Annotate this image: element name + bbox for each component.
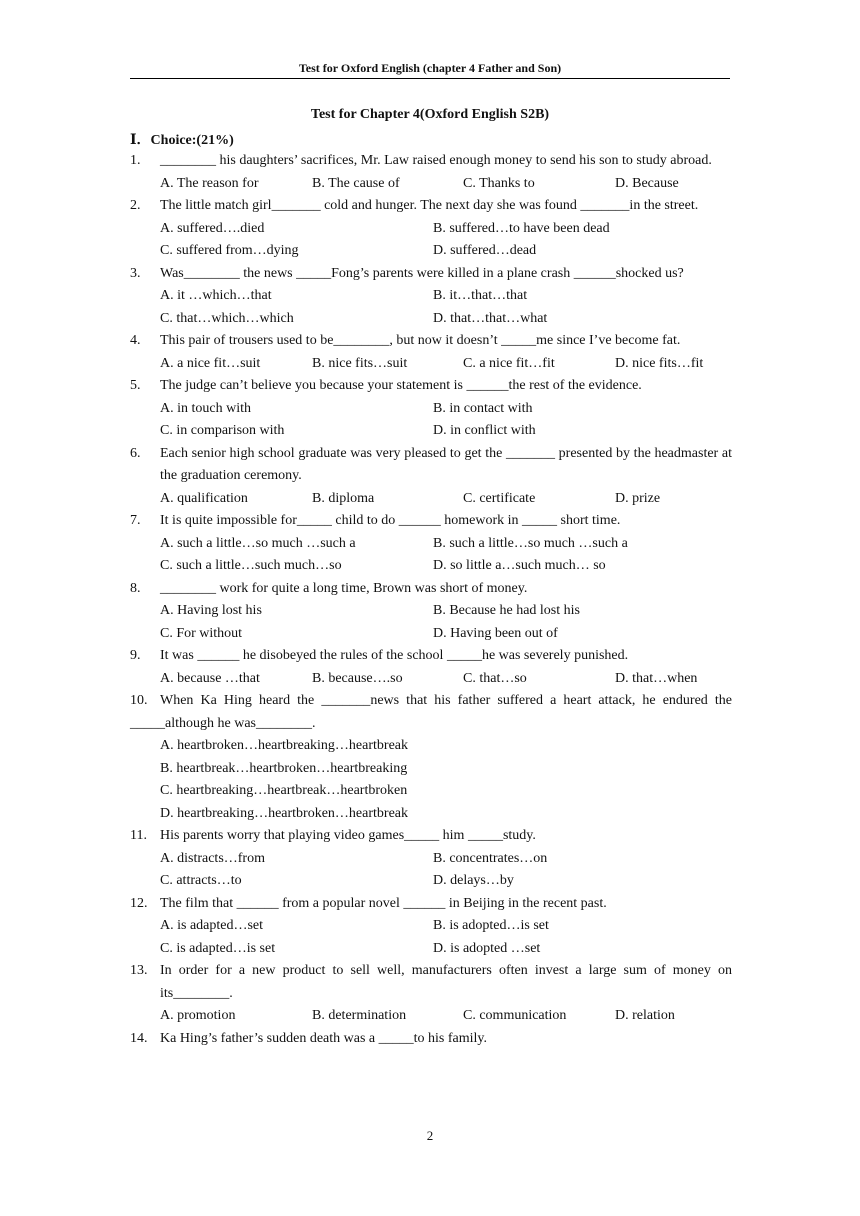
question-stem: When Ka Hing heard the _______news that his father suffered a heart attack, he endured the	[160, 693, 732, 708]
question-number: 5.	[130, 378, 141, 393]
options-row	[0, 285, 860, 308]
page-number: 2	[426, 1128, 434, 1143]
option-b[interactable]: B. it…that…that	[433, 288, 528, 303]
question-10	[0, 690, 860, 825]
question-3	[0, 263, 860, 331]
option-b[interactable]: B. is adopted…is set	[433, 918, 549, 933]
question-stem-continued: _____although he was________.	[130, 715, 316, 731]
options-row	[0, 533, 860, 556]
option-b[interactable]: B. The cause of	[312, 175, 400, 191]
option-b[interactable]: B. heartbreak…heartbroken…heartbreaking	[160, 760, 408, 776]
question-stem: Was________ the news _____Fong’s parents were killed in a plane crash ______shocked us?	[160, 265, 684, 281]
question-13	[0, 960, 860, 1028]
options-row	[0, 420, 860, 443]
option-c[interactable]: C. attracts…to	[160, 873, 242, 888]
options-row	[0, 848, 860, 871]
option-b[interactable]: B. determination	[312, 1008, 407, 1023]
option-d[interactable]: D. that…that…what	[433, 310, 548, 326]
option-c[interactable]: C. For without	[160, 625, 243, 641]
question-list	[0, 150, 860, 1050]
options-row	[0, 173, 860, 196]
question-number: 4.	[130, 333, 141, 348]
option-c[interactable]: C. such a little…such much…so	[160, 558, 342, 573]
option-a[interactable]: A. The reason for	[160, 175, 259, 191]
question-stem: It was ______ he disobeyed the rules of the school _____he was severely punished.	[160, 648, 629, 663]
question-number: 2.	[130, 198, 141, 213]
question-stem: ________ his daughters’ sacrifices, Mr. Law raised enough money to send his son to study abroad.	[160, 153, 712, 168]
options-row	[0, 308, 860, 331]
header-rule	[130, 78, 730, 79]
options-row	[0, 668, 860, 691]
question-stem: Ka Hing’s father’s sudden death was a _____to his family.	[160, 1030, 487, 1046]
option-c[interactable]: C. that…which…which	[160, 310, 294, 326]
question-number: 6.	[130, 445, 141, 461]
question-stem: This pair of trousers used to be________, but now it doesn’t _____me since I’ve become fat.	[160, 333, 681, 348]
option-c[interactable]: C. in comparison with	[160, 423, 285, 438]
question-number: 13.	[130, 963, 148, 978]
options-row	[0, 780, 860, 803]
option-d[interactable]: D. that…when	[615, 670, 698, 686]
option-a[interactable]: A. is adapted…set	[160, 918, 264, 933]
question-number: 3.	[130, 265, 141, 281]
option-a[interactable]: A. promotion	[160, 1008, 236, 1023]
section-heading: Ⅰ．Choice:(21%)	[130, 133, 234, 148]
option-b[interactable]: B. Because he had lost his	[433, 603, 580, 618]
options-row	[0, 758, 860, 781]
options-row	[0, 600, 860, 623]
question-number: 10.	[130, 693, 148, 708]
option-d[interactable]: D. so little a…such much… so	[433, 558, 606, 573]
options-row	[0, 623, 860, 646]
options-row	[0, 1005, 860, 1028]
question-number: 12.	[130, 895, 148, 911]
options-row	[0, 218, 860, 241]
option-a[interactable]: A. such a little…so much …such a	[160, 535, 356, 551]
option-c[interactable]: C. that…so	[463, 670, 527, 686]
options-row	[0, 938, 860, 961]
page-title: Test for Chapter 4(Oxford English S2B)	[310, 107, 550, 122]
option-a[interactable]: A. a nice fit…suit	[160, 355, 261, 371]
option-a[interactable]: A. distracts…from	[160, 850, 265, 866]
question-number: 7.	[130, 513, 141, 528]
option-d[interactable]: D. prize	[615, 490, 661, 506]
question-2	[0, 195, 860, 263]
option-a[interactable]: A. qualification	[160, 490, 248, 506]
question-7	[0, 510, 860, 578]
question-stem: In order for a new product to sell well, manufacturers often invest a large sum of money on its________.	[160, 963, 732, 1001]
options-row	[0, 735, 860, 758]
options-row	[0, 240, 860, 263]
question-stem: It is quite impossible for_____ child to do ______ homework in _____ short time.	[160, 513, 621, 528]
question-8	[0, 578, 860, 646]
option-a[interactable]: A. suffered….died	[160, 220, 265, 236]
option-c[interactable]: C. suffered from…dying	[160, 243, 299, 258]
option-b[interactable]: B. nice fits…suit	[312, 355, 408, 371]
option-b[interactable]: B. diploma	[312, 490, 375, 506]
question-stem: The judge can’t believe you because your statement is ______the rest of the evidence.	[160, 378, 642, 393]
option-a[interactable]: A. heartbroken…heartbreaking…heartbreak	[160, 738, 408, 753]
option-b[interactable]: B. suffered…to have been dead	[433, 220, 610, 236]
option-d[interactable]: D. Having been out of	[433, 625, 558, 641]
question-number: 11.	[130, 828, 147, 843]
options-row	[0, 803, 860, 826]
question-4	[0, 330, 860, 375]
question-stem: The film that ______ from a popular novel ______ in Beijing in the recent past.	[160, 895, 607, 911]
option-b[interactable]: B. because….so	[312, 670, 403, 686]
question-number: 8.	[130, 580, 141, 596]
option-b[interactable]: B. such a little…so much …such a	[433, 535, 628, 551]
question-14	[0, 1028, 860, 1051]
question-stem: His parents worry that playing video games_____ him _____study.	[160, 828, 536, 843]
option-c[interactable]: C. communication	[463, 1008, 567, 1023]
options-row	[0, 353, 860, 376]
option-d[interactable]: D. heartbreaking…heartbroken…heartbreak	[160, 805, 408, 821]
option-c[interactable]: C. is adapted…is set	[160, 940, 276, 956]
option-d[interactable]: D. in conflict with	[433, 423, 536, 438]
option-a[interactable]: A. in touch with	[160, 400, 251, 416]
question-6	[0, 443, 860, 511]
running-header: Test for Oxford English (chapter 4 Father and Son)	[298, 61, 562, 75]
option-d[interactable]: D. Because	[615, 175, 679, 191]
options-row	[0, 398, 860, 421]
question-stem: The little match girl_______ cold and hunger. The next day she was found _______in the street.	[160, 198, 699, 213]
option-d[interactable]: D. is adopted …set	[433, 940, 541, 956]
option-d[interactable]: D. suffered…dead	[433, 243, 537, 258]
option-b[interactable]: B. concentrates…on	[433, 850, 548, 866]
option-d[interactable]: D. nice fits…fit	[615, 355, 704, 371]
option-c[interactable]: C. a nice fit…fit	[463, 355, 555, 371]
question-11	[0, 825, 860, 893]
question-stem: ________ work for quite a long time, Brown was short of money.	[160, 580, 528, 596]
question-9	[0, 645, 860, 690]
question-1	[0, 150, 860, 195]
option-c[interactable]: C. certificate	[463, 490, 536, 506]
option-b[interactable]: B. in contact with	[433, 400, 533, 416]
option-a[interactable]: A. because …that	[160, 670, 260, 686]
option-a[interactable]: A. it …which…that	[160, 288, 272, 303]
question-12	[0, 893, 860, 961]
question-number: 1.	[130, 153, 141, 168]
question-stem: Each senior high school graduate was very pleased to get the _______ presented by the headmaster at the graduation ceremony.	[160, 445, 732, 483]
option-a[interactable]: A. Having lost his	[160, 603, 262, 618]
option-d[interactable]: D. relation	[615, 1008, 675, 1023]
options-row	[0, 488, 860, 511]
option-d[interactable]: D. delays…by	[433, 873, 514, 888]
question-5	[0, 375, 860, 443]
options-row	[0, 555, 860, 578]
options-row	[0, 915, 860, 938]
question-number: 14.	[130, 1030, 148, 1046]
option-c[interactable]: C. heartbreaking…heartbreak…heartbroken	[160, 783, 408, 798]
options-row	[0, 870, 860, 893]
option-c[interactable]: C. Thanks to	[463, 175, 535, 191]
question-number: 9.	[130, 648, 141, 663]
